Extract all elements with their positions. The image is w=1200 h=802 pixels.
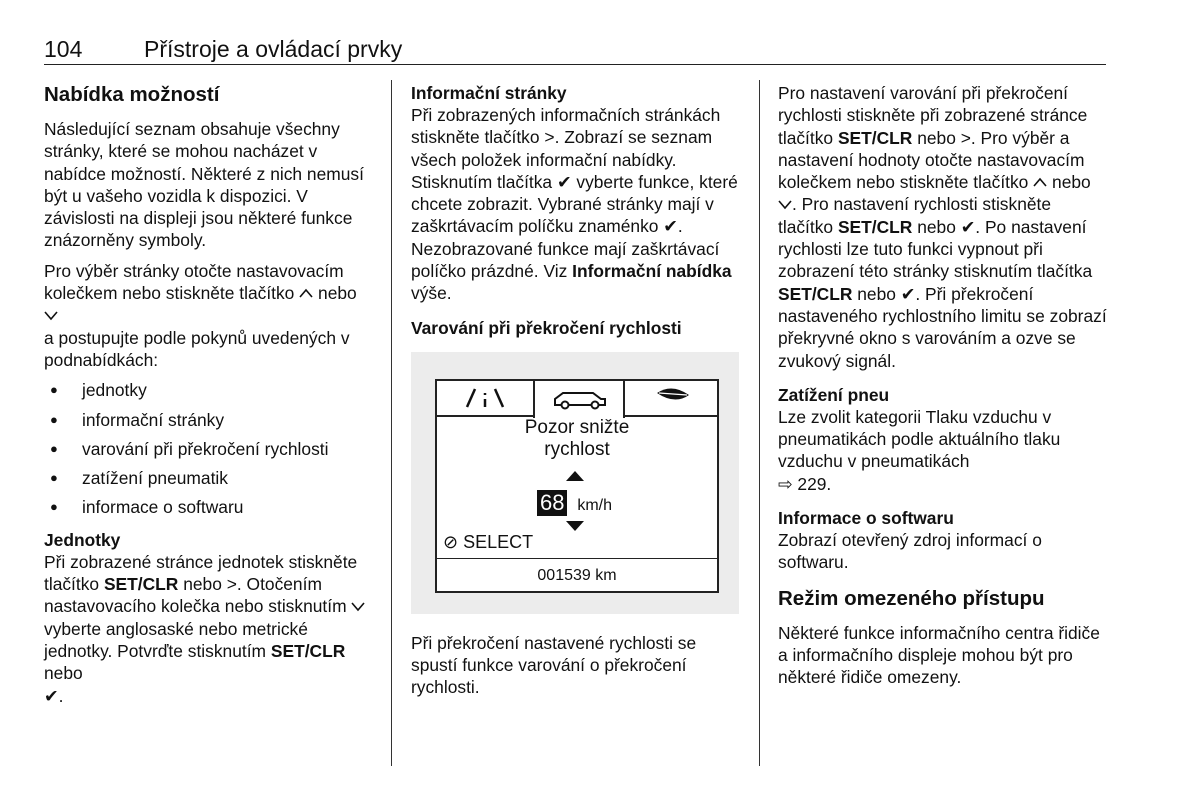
section-heading-restricted-mode: Režim omezeného přístupu: [778, 586, 1045, 610]
lane-icon: [459, 381, 515, 411]
car-icon: [535, 381, 623, 413]
column-middle: [411, 82, 741, 707]
checkmark-icon: ✔: [900, 283, 916, 304]
display-tabs: [437, 381, 717, 417]
chevron-up-icon: [299, 287, 313, 299]
column-divider: [759, 80, 760, 766]
speed-value: 68: [537, 490, 567, 516]
list-item: ● jednotky: [44, 379, 374, 401]
paragraph-units: Při zobrazené stránce jednotek stiskněte tlačítko SET/CLR nebo >. Otočením nastavovacího kolečka nebo stisknutím vyberte anglosaské nebo metrické jednotky. Potvrďte stisknutím SET/CLR nebo ✔.: [44, 551, 374, 707]
divider: [437, 558, 717, 560]
page-number: 104: [44, 36, 83, 62]
pages-list: [44, 379, 374, 518]
odometer: 001539 km: [537, 566, 617, 584]
chevron-right-icon: >: [960, 127, 971, 148]
section-heading-software: Informace o softwaru: [778, 508, 954, 529]
paragraph-intro: Následující seznam obsahuje všechny stránky, které se mohou nacházet v nabídce možností. Některé z nich nemusí být u vašeho vozidla k dispozici. V závislosti na displeji jsou některé funkce znázorněny symboly.: [44, 119, 364, 251]
tab-eco: [637, 381, 707, 415]
section-heading-options-menu: Nabídka možností: [44, 83, 220, 106]
section-heading-units: Jednotky: [44, 529, 121, 550]
paragraph-tyre-load: Lze zvolit kategorii Tlaku vzduchu v pneumatikách podle aktuálního tlaku vzduchu v pneumatikách ⇨ 229.: [778, 406, 1061, 494]
paragraph-speed-setting: Pro nastavení varování při překročení rychlosti stiskněte při zobrazené stránce tlačítko SET/CLR nebo >. Pro výběr a nastavení hodnoty otočte nastavovacím kolečkem nebo stiskněte tlačítko nebo . Pro nastavení rychlosti stiskněte tlačítko SET/CLR nebo ✔. Po nastavení rychlosti lze tuto funkci vypnout při zobrazení této stránky stisknutím tlačítka SET/CLR nebo ✔. Při překročení nastaveného rychlostního limitu se zobrazí překryvné okno s varováním a ozve se zvukový signál.: [778, 83, 1107, 371]
speed-warning-figure: [411, 352, 739, 614]
arrow-down-icon: [566, 521, 584, 531]
page-reference-icon: ⇨: [778, 473, 793, 494]
checkmark-icon: ✔: [663, 216, 678, 237]
page-title: Přístroje a ovládací prvky: [144, 36, 403, 62]
column-left: [44, 82, 374, 715]
paragraph-select-page: Pro výběr stránky otočte nastavovacím kolečkem nebo stiskněte tlačítko nebo a postupujte podle pokynů uvedených v podnabídkách:: [44, 260, 357, 370]
select-hint: ⊘ SELECT: [443, 531, 534, 552]
paragraph-speed-warning: Při překročení nastavené rychlosti se spustí funkce varování o překročení rychlosti.: [411, 632, 697, 698]
chevron-down-icon: [778, 198, 792, 210]
column-right: [778, 82, 1108, 697]
list-item: ● zatížení pneumatik: [44, 467, 374, 489]
column-divider: [391, 80, 392, 766]
list-item: ● informace o softwaru: [44, 496, 374, 518]
tab-lane: [459, 381, 515, 415]
warning-text-line2: rychlost: [544, 438, 610, 460]
chevron-right-icon: >: [226, 574, 237, 595]
section-heading-speed-warning: Varování při překročení rychlosti: [411, 317, 682, 338]
checkmark-icon: ✔: [44, 685, 59, 706]
chevron-right-icon: >: [544, 127, 555, 148]
speed-unit: km/h: [577, 496, 612, 514]
page-header: [44, 34, 1106, 65]
leaf-icon: [637, 381, 707, 411]
chevron-up-icon: [1033, 176, 1047, 188]
checkmark-icon: ✔: [556, 171, 572, 192]
tab-car: [533, 379, 625, 418]
section-heading-tyre-load: Zatížení pneu: [778, 384, 890, 405]
chevron-down-icon: [44, 309, 58, 321]
arrow-up-icon: [566, 471, 584, 481]
paragraph-restricted-mode: Některé funkce informačního centra řidiče a informačního displeje mohou být pro některé řidiče omezeny.: [778, 622, 1100, 688]
checkmark-circle-icon: ⊘: [443, 531, 459, 552]
speed-setting: [537, 490, 612, 517]
section-heading-info-pages: Informační stránky: [411, 83, 567, 103]
paragraph-info-pages: Při zobrazených informačních stránkách stiskněte tlačítko >. Zobrazí se seznam všech položek informační nabídky. Stisknutím tlačítka ✔ vyberte funkce, které chcete zobrazit. Vybrané stránky mají v zaškrtávacím políčku znaménko ✔. Nezobrazované funkce mají zaškrtávací políčko prázdné. Viz Informační nabídka výše.: [411, 105, 738, 304]
list-item: ● informační stránky: [44, 409, 374, 431]
display-screen: [435, 379, 719, 593]
paragraph-software: Zobrazí otevřený zdroj informací o softwaru.: [778, 530, 1042, 573]
list-item: ● varování při překročení rychlosti: [44, 438, 374, 460]
chevron-down-icon: [351, 600, 365, 612]
checkmark-icon: ✔: [960, 216, 976, 237]
warning-text-line1: Pozor snižte: [524, 416, 630, 438]
